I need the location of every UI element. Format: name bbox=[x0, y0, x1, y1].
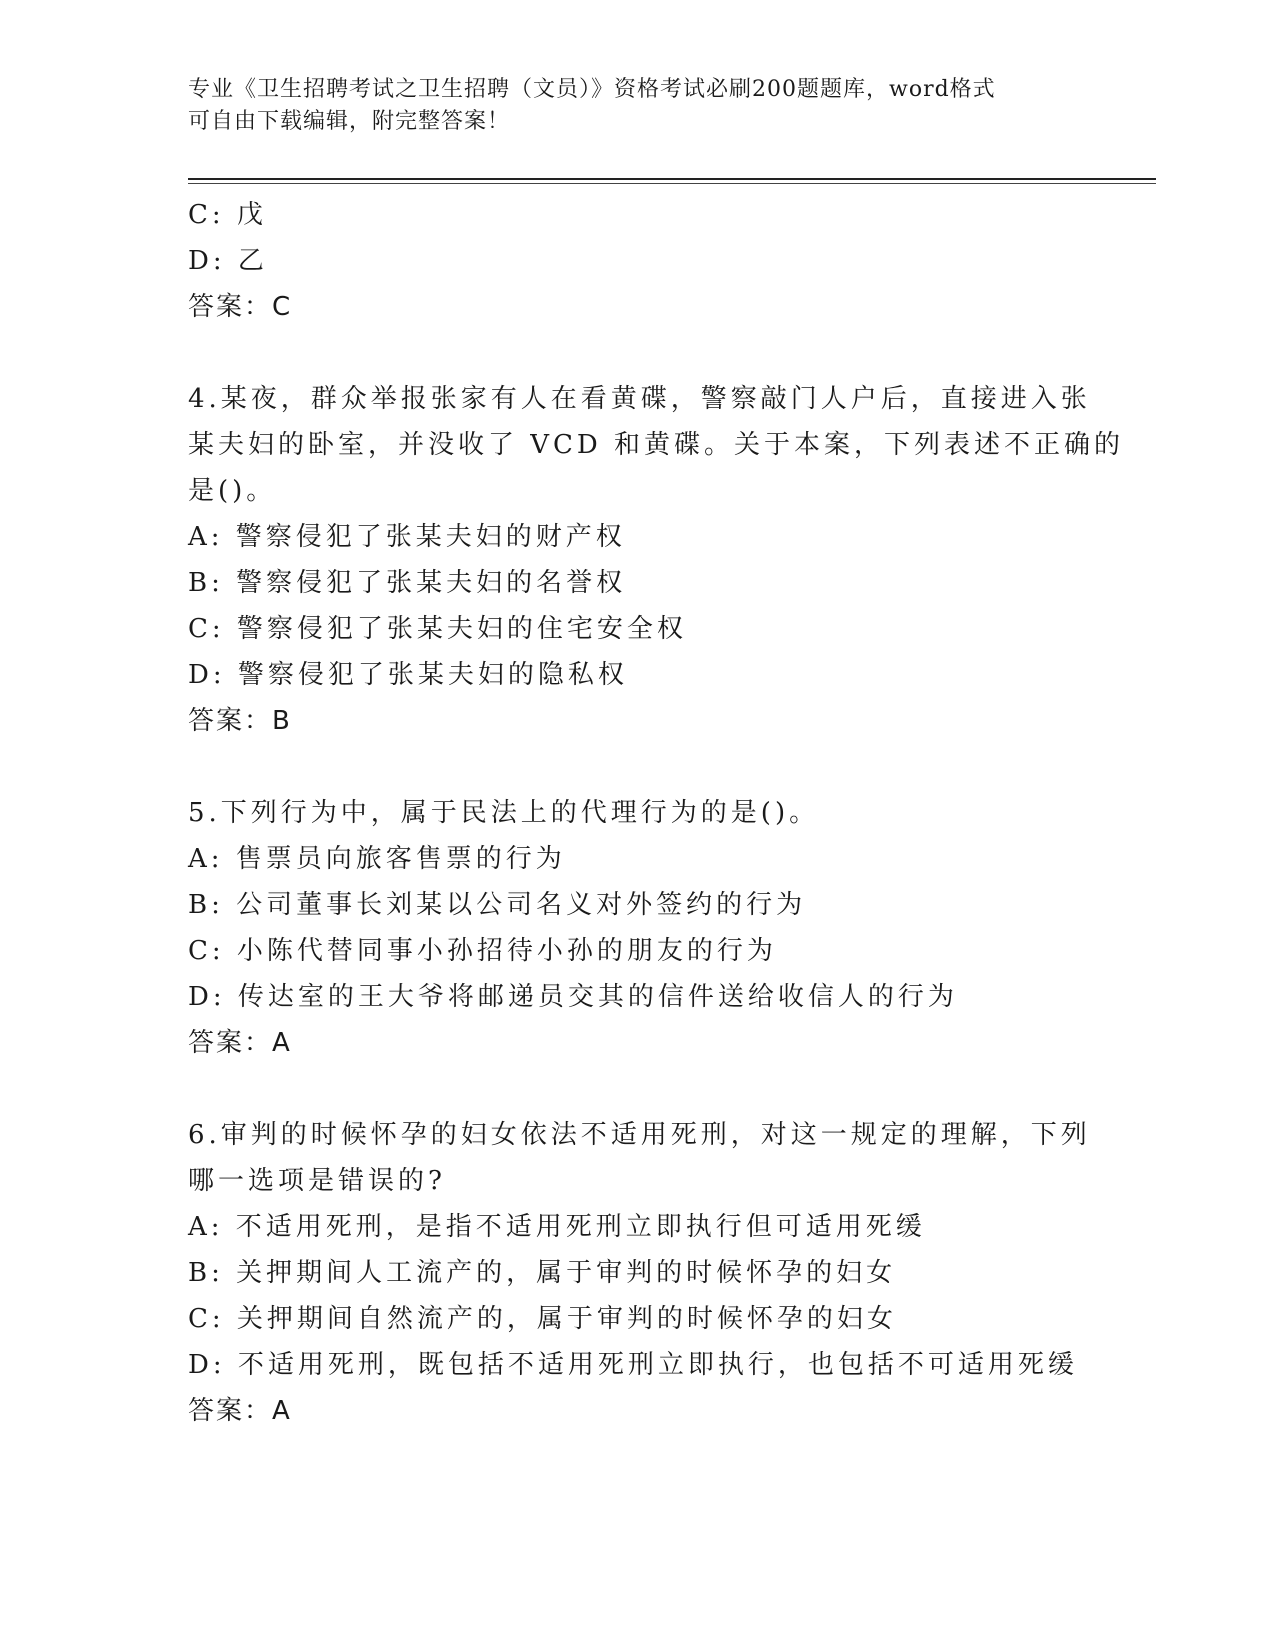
header-title-line-1: 专业《卫生招聘考试之卫生招聘（文员）》资格考试必刷200题题库，word格式 bbox=[188, 77, 996, 102]
option-c: C: 关押期间自然流产的，属于审判的时候怀孕的妇女 bbox=[188, 1304, 897, 1334]
question-stem: 哪一选项是错误的? bbox=[188, 1166, 446, 1196]
option-d: D: 传达室的王大爷将邮递员交其的信件送给收信人的行为 bbox=[188, 982, 958, 1012]
question-stem: 5.下列行为中，属于民法上的代理行为的是()。 bbox=[188, 798, 820, 828]
header-divider-thick bbox=[188, 178, 1156, 180]
option-a: A: 警察侵犯了张某夫妇的财产权 bbox=[188, 522, 626, 552]
option-d: D: 警察侵犯了张某夫妇的隐私权 bbox=[188, 660, 628, 690]
header-title-line-2: 可自由下载编辑，附完整答案！ bbox=[188, 109, 511, 134]
option-c: C: 戊 bbox=[188, 200, 267, 230]
question-3-tail bbox=[188, 192, 1088, 330]
spacer bbox=[188, 1066, 1088, 1112]
answer-line: 答案：A bbox=[188, 1396, 292, 1426]
spacer bbox=[188, 330, 1088, 376]
answer-line: 答案：A bbox=[188, 1028, 292, 1058]
answer-line: 答案：B bbox=[188, 706, 292, 736]
question-stem: 某夫妇的卧室，并没收了 VCD 和黄碟。关于本案，下列表述不正确的 bbox=[188, 430, 1125, 460]
question-stem: 6.审判的时候怀孕的妇女依法不适用死刑，对这一规定的理解，下列 bbox=[188, 1120, 1091, 1150]
question-5 bbox=[188, 790, 1088, 1066]
option-a: A: 售票员向旅客售票的行为 bbox=[188, 844, 566, 874]
option-a: A: 不适用死刑，是指不适用死刑立即执行但可适用死缓 bbox=[188, 1212, 926, 1242]
option-c: C: 小陈代替同事小孙招待小孙的朋友的行为 bbox=[188, 936, 777, 966]
document-header bbox=[188, 74, 1068, 138]
question-stem: 是()。 bbox=[188, 476, 277, 506]
question-6 bbox=[188, 1112, 1091, 1434]
option-d: D: 乙 bbox=[188, 246, 268, 276]
option-c: C: 警察侵犯了张某夫妇的住宅安全权 bbox=[188, 614, 687, 644]
option-b: B: 关押期间人工流产的，属于审判的时候怀孕的妇女 bbox=[188, 1258, 897, 1288]
option-d: D: 不适用死刑，既包括不适用死刑立即执行，也包括不可适用死缓 bbox=[188, 1350, 1078, 1380]
question-stem: 4.某夜，群众举报张家有人在看黄碟，警察敲门人户后，直接进入张 bbox=[188, 384, 1091, 414]
option-b: B: 警察侵犯了张某夫妇的名誉权 bbox=[188, 568, 627, 598]
option-b: B: 公司董事长刘某以公司名义对外签约的行为 bbox=[188, 890, 807, 920]
answer-line: 答案：C bbox=[188, 292, 293, 322]
question-list bbox=[188, 192, 1125, 1434]
header-divider-thin bbox=[188, 183, 1156, 184]
question-4 bbox=[188, 376, 1125, 744]
spacer bbox=[188, 744, 1088, 790]
